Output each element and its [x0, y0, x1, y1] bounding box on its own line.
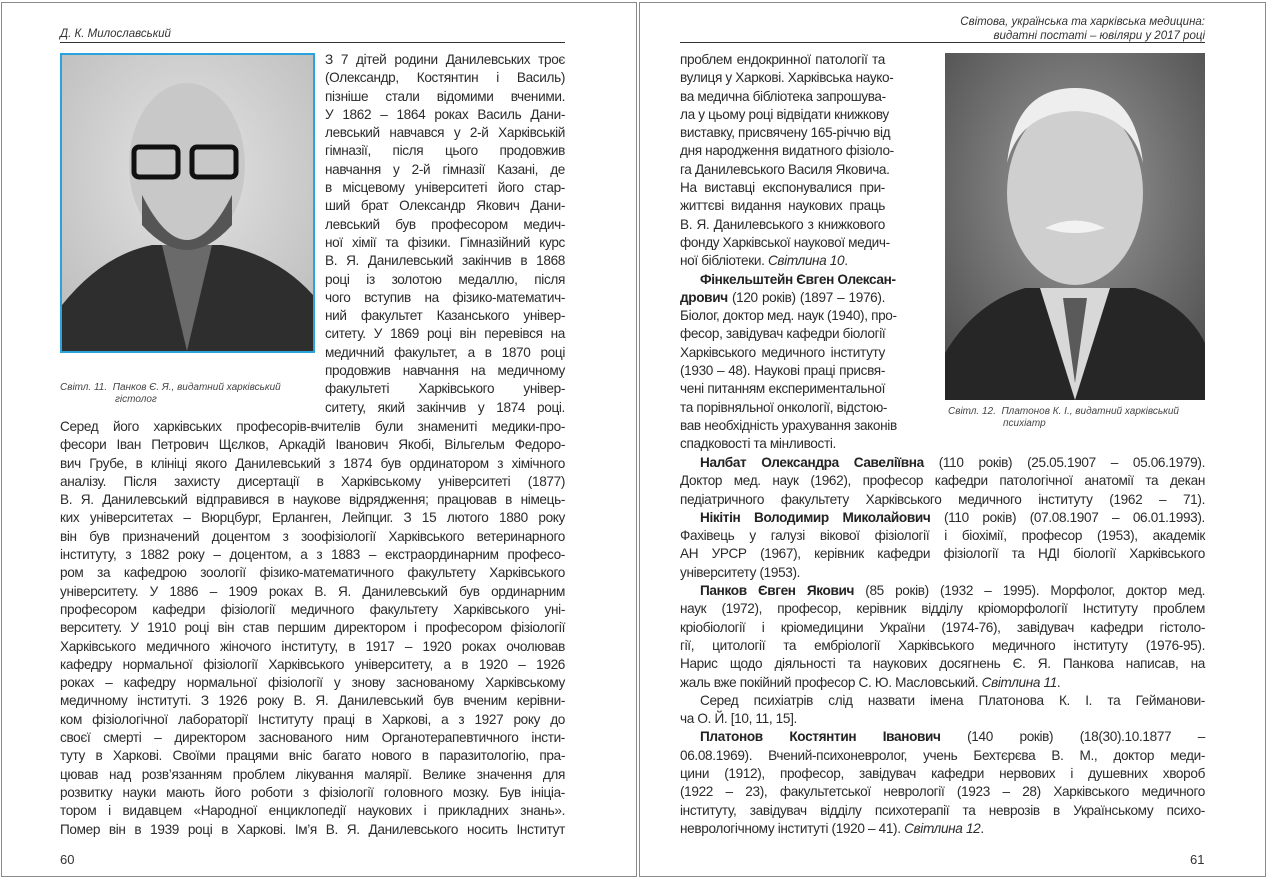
text-line	[60, 802, 565, 820]
text-line	[325, 197, 565, 215]
person-name: Панков Євген Якович	[700, 583, 855, 599]
line-text: (85 років) (1932 – 1995). Морфолог, доктор мед.	[854, 583, 1205, 599]
line-text: виставку, присвячену 165-річчю від	[680, 125, 891, 141]
line-text: (1930 – 48). Наукові праці присвя-	[680, 363, 885, 379]
line-text: У 1862 – 1864 роках Василь Дани-	[325, 106, 565, 122]
text-line	[60, 473, 565, 491]
text-line	[680, 69, 894, 87]
line-text: та порівняльної онкології, відстою-	[680, 399, 888, 415]
line-text: ної хімії та фізики. Гімназійний курс	[325, 234, 565, 250]
text-line	[680, 234, 890, 252]
text-line	[680, 728, 1205, 746]
text-line	[325, 399, 565, 417]
line-text: га Данилевського Василя Яковича.	[680, 161, 890, 177]
line-text: Харківського медичного жіночого інституту, в 1917 – 1920 роках очолював	[60, 638, 565, 654]
text-line	[680, 600, 1205, 618]
text-line	[680, 710, 1205, 728]
line-text: 06.08.1969). Вчений-психоневролог, учень Бехтєрєва В. М., доктор меди-	[680, 747, 1205, 763]
text-line	[325, 106, 565, 124]
line-text: жаль вже покійний професор С. Ю. Масловський.	[680, 674, 982, 690]
text-line	[325, 307, 565, 325]
text-line	[60, 619, 565, 637]
text-line	[60, 711, 565, 729]
text-line	[680, 106, 889, 124]
line-text: інституту, завідувач відділу психотерапії та неврозів в Українському психо-	[680, 802, 1205, 818]
line-text: Фахівець у галузі вікової фізіології і біохімії, професор (1953), академік	[680, 528, 1205, 544]
line-text: ситету. У 1869 році він перевівся на	[325, 326, 565, 342]
text-line	[680, 216, 885, 234]
line-text: дня народження видатного фізіоло-	[680, 143, 894, 159]
person-name: Платонов Костянтин Іванович	[700, 729, 941, 745]
text-line	[60, 564, 565, 582]
right-column-text	[680, 51, 897, 454]
line-text: АН УРСР (1967), керівник кафедри фізіології та НДІ біології Харківського	[680, 546, 1205, 562]
line-text: цини (1912), професор, завідувач кафедри нервових і душевних хвороб	[680, 766, 1205, 782]
text-line	[680, 197, 885, 215]
text-line	[60, 455, 565, 473]
text-line	[680, 51, 885, 69]
text-line	[325, 51, 565, 69]
text-line	[680, 619, 1205, 637]
line-text: левський був професором медич-	[325, 216, 565, 232]
text-line	[325, 216, 565, 234]
text-line	[325, 362, 565, 380]
text-line	[680, 765, 1205, 783]
text-line	[680, 582, 1205, 600]
line-text: левський навчався у 2-й Харківській	[325, 125, 565, 141]
right-full-text	[680, 454, 1205, 838]
line-text: роках – кафедру нормальної фізіології у знову заснованому Харківському	[60, 675, 565, 691]
caption-text: Панков Є. Я., видатний харківський	[112, 382, 281, 393]
line-text: (110 років) (25.05.1907 – 05.06.1979).	[923, 455, 1205, 470]
text-line	[680, 142, 894, 160]
text-line	[680, 545, 1205, 563]
line-text: своєї смерті – директором заснованого ним Органотерапевтичного інсти-	[60, 730, 565, 746]
line-text: На виставці експонувалися при-	[680, 180, 885, 196]
photo-reference: Світлина 12	[904, 820, 981, 836]
text-line	[325, 252, 565, 270]
line-text: туту в Харкові. Своїми працями вніс багато нового в паразитологію, пра-	[60, 748, 565, 764]
line-text: (120 років) (1897 – 1976).	[727, 289, 885, 305]
line-text: кафедру нормальної фізіології Харківського університету, а в 1920 – 1926	[60, 656, 565, 672]
text-line	[60, 729, 565, 747]
line-text: ких університетах – Вюрцбург, Ерланген, Лейпциг. З 15 лютого 1880 року	[60, 510, 565, 526]
text-line	[60, 509, 565, 527]
line-text: гімназії, після цього продовжив	[325, 143, 565, 159]
text-line	[60, 766, 565, 784]
running-head-line2: видатні постаті – ювіляри у 2017 році	[993, 30, 1205, 42]
line-text: Серед його харківських професорів-вчителів були знамениті медики-про-	[60, 419, 565, 434]
line-text: інституту, з 1882 року – доцентом, а з 1883 – екстраординарним професо-	[60, 547, 565, 563]
line-text: Серед психіатрів слід назвати імена Платонова К. І. та Гейманови-	[700, 692, 1205, 708]
text-line	[680, 179, 885, 197]
text-line	[680, 527, 1205, 545]
text-line	[680, 783, 1205, 801]
line-text: кріобіології і кріомедицини України (1974-76), завідувач кафедри гістоло-	[680, 619, 1205, 635]
text-line	[325, 161, 565, 179]
text-line	[680, 252, 885, 270]
line-text: життєві видання наукових праць	[680, 198, 885, 214]
text-line	[680, 454, 1205, 472]
photo-reference: Світлина 11	[981, 674, 1057, 690]
line-text: неврологічному інституті (1920 – 41).	[680, 820, 905, 836]
page-number-left: 60	[60, 852, 75, 867]
line-text: чені питанням експериментальної	[680, 381, 885, 397]
person-name: Налбат Олександра Савеліївна	[700, 455, 924, 470]
text-line	[325, 69, 565, 87]
text-line	[60, 436, 565, 454]
line-text: Доктор мед. наук (1962), професор кафедри патологічної анатомії та декан	[680, 473, 1205, 489]
text-line	[325, 289, 565, 307]
line-text: З 7 дітей родини Данилевських троє	[325, 52, 565, 67]
text-line	[325, 234, 565, 252]
text-line	[680, 399, 888, 417]
text-line	[680, 820, 1205, 838]
text-line	[680, 491, 1205, 509]
line-text: наук (1972), професор, керівник відділу кріоморфології Інституту проблем	[680, 601, 1205, 617]
line-text: фесори Іван Петрович Щєлков, Аркадій Іванович Якобі, Вільгельм Федоро-	[60, 437, 565, 453]
line-text: університету. У 1886 – 1909 роках В. Я. Данилевський був ординарним	[60, 583, 565, 599]
text-line	[680, 271, 896, 289]
line-text: цював над розв’язанням проблем лікування малярії. Велике значення для	[60, 766, 565, 782]
person-name: Нікітін Володимир Миколайович	[700, 509, 931, 525]
line-text: медичний факультет, а в 1870 році	[325, 344, 565, 360]
line-text: в місцевому університеті його стар-	[325, 180, 565, 196]
line-text: ший брат Олександр Якович Дани-	[325, 198, 565, 214]
line-text: Помер він в 1939 році в Харкові. Ім’я В. Я. Данилевського носить Інститут	[60, 821, 565, 837]
line-text: році із золотою медаллю, після	[325, 271, 565, 287]
line-text: гії, цитології та ембріології Харківського медичного інституту (1976-95).	[680, 637, 1205, 653]
text-line	[60, 418, 565, 436]
text-line	[680, 289, 885, 307]
text-line	[60, 601, 565, 619]
text-line	[60, 638, 565, 656]
text-line	[680, 417, 897, 435]
text-line	[680, 325, 885, 343]
line-text: ча О. Й. [10, 11, 15].	[680, 711, 797, 727]
line-text: Харківського медичного інституту	[680, 344, 885, 360]
line-text: ної бібліотеки.	[680, 253, 768, 269]
line-text: (Олександр, Костянтин і Василь)	[325, 70, 565, 86]
line-text: Нарис щодо діяльності та наукових досягнень Є. Я. Панкова написав, на	[680, 656, 1205, 672]
line-text: Біолог, доктор мед. наук (1940), про-	[680, 308, 897, 324]
line-text: професором кафедри фізіології медичного факультету Харківського уні-	[60, 601, 565, 617]
line-text: факультеті Харківського універ-	[325, 381, 565, 397]
running-head-author: Д. К. Милославський	[60, 28, 171, 40]
running-head-title	[960, 15, 1205, 43]
line-text: проблем ендокринної патології та	[680, 52, 885, 67]
line-text: фесор, завідувач кафедри біології	[680, 326, 886, 342]
text-line	[60, 821, 565, 839]
caption-text-cont: психіатр	[1003, 418, 1046, 429]
line-text: ком фізіологічної лабораторії Інституту праці в Харкові, а з 1927 року до	[60, 711, 565, 727]
line-text: він був призначений доцентом з зоофізіології Харківського ветеринарного	[60, 528, 565, 544]
left-full-text	[60, 418, 565, 839]
text-line	[60, 583, 565, 601]
caption-label: Світл. 11.	[60, 382, 108, 393]
text-line	[325, 271, 565, 289]
line-text: вулиця у Харкові. Харківська науко-	[680, 70, 894, 86]
photo-reference: Світлина 10	[767, 253, 845, 269]
text-line	[60, 528, 565, 546]
text-line	[60, 674, 565, 692]
text-line	[680, 472, 1205, 490]
line-text: ва медична бібліотека запрошува-	[680, 88, 886, 104]
text-line	[680, 637, 1205, 655]
line-text: вав необхідність урахування законів	[680, 417, 897, 433]
text-line	[60, 491, 565, 509]
text-line	[680, 161, 890, 179]
portrait-photo-pankov	[60, 53, 315, 353]
line-text: В. Я. Данилевський закінчив в 1868	[325, 253, 565, 269]
page-number-right: 61	[1190, 852, 1205, 867]
portrait-photo-platonov	[945, 53, 1205, 400]
line-text: розвитку науки мають його роботи з фізіології головного мозку. Був ініціа-	[60, 784, 565, 800]
running-head-line1: Світова, українська та харківська медицина:	[960, 16, 1205, 28]
text-line	[325, 88, 565, 106]
photo-caption-12	[948, 406, 1179, 430]
line-text: В. Я. Данилевського з книжкового	[680, 216, 885, 232]
line-text: тором і видавцем «Народної енциклопедії наукових і прикладних знань».	[60, 803, 565, 819]
caption-text-cont: гістолог	[115, 394, 157, 405]
text-line	[680, 655, 1205, 673]
header-rule	[680, 42, 1205, 43]
text-line	[325, 325, 565, 343]
line-text: .	[844, 253, 848, 269]
line-text: пізніше стали відомими вченими.	[325, 88, 565, 104]
line-text: В. Я. Данилевський відправився в наукове відрядження; працював в німець-	[60, 492, 565, 508]
text-line	[60, 656, 565, 674]
caption-text: Платонов К. І., видатний харківський	[1001, 406, 1179, 417]
text-line	[60, 747, 565, 765]
line-text: університету (1953).	[680, 564, 801, 580]
text-line	[680, 509, 1205, 527]
text-line	[680, 435, 885, 453]
line-text: вич Грубе, в клініці якого Данилевський з 1874 був ординатором з хімічного	[60, 455, 565, 471]
person-name: Фінкельштейн Євген Олексан-	[700, 271, 896, 287]
photo-caption-11	[60, 382, 281, 406]
person-name: дрович	[680, 289, 728, 305]
left-column-text	[325, 51, 565, 417]
text-line	[325, 344, 565, 362]
line-text: навчання у 2-й гімназії Казані, де	[325, 161, 565, 177]
line-text: ний факультет Казанського універ-	[325, 308, 565, 324]
text-line	[680, 307, 897, 325]
line-text: ром за кафедрою зоології фізико-математичного факультету Харківського	[60, 565, 565, 581]
line-text: педіатричного факультету Харківського медичного інституту (1962 – 71).	[680, 491, 1205, 507]
line-text: чого вступив на фізико-математич-	[325, 289, 565, 305]
line-text: (110 років) (07.08.1907 – 06.01.1993).	[930, 509, 1205, 525]
text-line	[680, 124, 891, 142]
text-line	[680, 747, 1205, 765]
text-line	[680, 88, 885, 106]
text-line	[325, 380, 565, 398]
line-text: спадковості та мінливості.	[680, 436, 836, 452]
text-line	[60, 546, 565, 564]
line-text: (1922 – 23), факультетської неврології (1923 – 28) Харківського медичного	[680, 784, 1205, 800]
text-line	[325, 142, 565, 160]
text-line	[325, 124, 565, 142]
line-text: медичному інституті. З 1926 року В. Я. Данилевський був вченим керівни-	[60, 693, 565, 709]
text-line	[680, 564, 1205, 582]
caption-label: Світл. 12.	[948, 406, 996, 417]
line-text: верситету. У 1910 році він став першим директором і професором фізіології	[60, 620, 565, 636]
line-text: продовжив навчання на медичному	[325, 363, 565, 379]
text-line	[60, 692, 565, 710]
line-text: ситету, який закінчив у 1874 році.	[325, 399, 565, 415]
line-text: ла у цьому році відвідати книжкову	[680, 106, 889, 122]
text-line	[680, 380, 885, 398]
text-line	[60, 784, 565, 802]
text-line	[680, 692, 1205, 710]
line-text: аналізу. Після захисту дисертації в Харківському університеті (1877)	[60, 473, 565, 489]
text-line	[680, 362, 885, 380]
header-rule	[60, 42, 565, 43]
line-text: .	[980, 820, 984, 836]
line-text: .	[1056, 674, 1061, 690]
text-line	[680, 674, 1205, 692]
text-line	[325, 179, 565, 197]
line-text: фонду Харківської наукової медич-	[680, 234, 890, 250]
line-text: (140 років) (18(30).10.1877 –	[940, 729, 1205, 745]
text-line	[680, 802, 1205, 820]
text-line	[680, 344, 885, 362]
